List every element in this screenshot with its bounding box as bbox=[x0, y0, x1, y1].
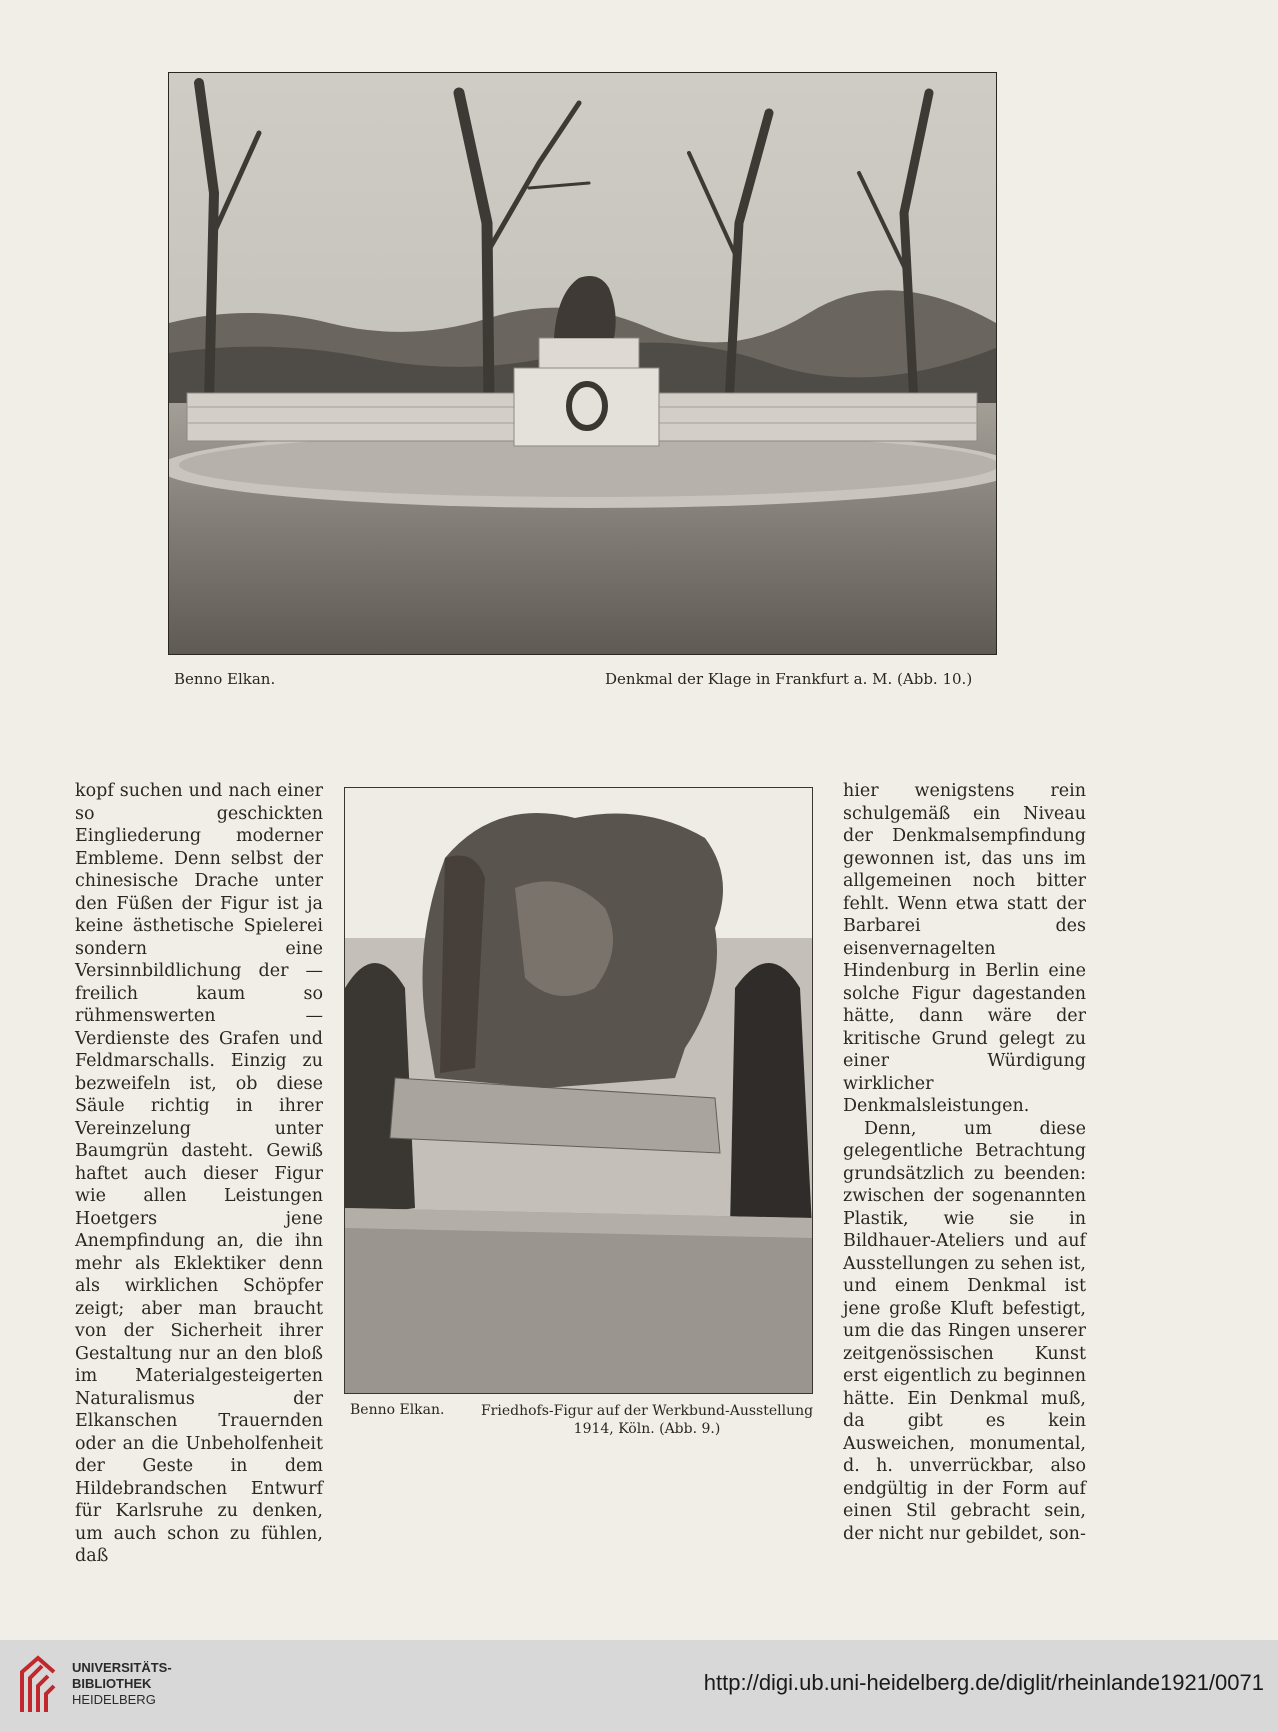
text-column-left bbox=[75, 780, 323, 1568]
library-name-line-1: UNIVERSITÄTS- bbox=[72, 1660, 172, 1675]
library-logo-icon[interactable] bbox=[14, 1652, 62, 1720]
right-paragraph-2: Denn, um diese gelegentliche Betrachtung grundsätzlich zu beenden: zwischen der sogenannten Plastik, wie sie in Bildhauer-Ateliers und auf Ausstellungen zu sehen ist, und einem Denkmal ist jene große Kluft befestigt, um die das Ringen unserer zeitgenössischen Kunst erst eigentlich zu beginnen hätte. Ein Denkmal muß, da gibt es kein Ausweichen, monumental, d. h. unverrückbar, also endgültig in der Form auf einen Stil gebracht sein, der nicht nur gebildet, son- bbox=[843, 1118, 1086, 1544]
library-name-line-3: HEIDELBERG bbox=[72, 1692, 156, 1707]
cemetery-figure-graphic bbox=[345, 788, 812, 1393]
library-footer bbox=[0, 1640, 1278, 1732]
middle-figure-caption: Friedhofs-Figur auf der Werkbund-Ausstellung 1914, Köln. (Abb. 9.) bbox=[480, 1403, 814, 1437]
left-paragraph: kopf suchen und nach einer so geschickten Eingliederung moderner Embleme. Denn selbst der chinesische Drache unter den Füßen der Figur ist ja keine ästhetische Spielerei sondern eine Versinnbildlichung der — freilich kaum so rühmenswerten — Verdienste des Grafen und Feldmarschalls. Einzig zu bezweifeln ist, ob diese Säule richtig in ihrer Vereinzelung unter Baumgrün dasteht. Gewiß haftet auch dieser Figur wie allen Leistungen Hoetgers jene Anempfindung an, die ihn mehr als Eklektiker denn als wirklichen Schöpfer zeigt; aber man braucht von der Sicherheit ihrer Gestaltung nur an den bloß im Materialgesteigerten Naturalismus der Elkanschen Trauernden oder an die Unbeholfenheit der Geste in dem Hildebrandschen Entwurf für Karlsruhe zu denken, um auch schon zu fühlen, daß bbox=[75, 781, 323, 1566]
memorial-photo-graphic bbox=[169, 73, 996, 654]
library-name[interactable] bbox=[72, 1660, 172, 1708]
top-figure-artist: Benno Elkan. bbox=[174, 670, 276, 688]
cemetery-figure-photo bbox=[344, 787, 813, 1394]
text-column-right bbox=[843, 780, 1086, 1545]
middle-figure-artist: Benno Elkan. bbox=[350, 1402, 445, 1418]
permalink-url[interactable]: http://digi.ub.uni-heidelberg.de/diglit/rheinlande1921/0071 bbox=[703, 1670, 1264, 1695]
memorial-photo bbox=[168, 72, 997, 655]
top-figure-caption: Denkmal der Klage in Frankfurt a. M. (Abb. 10.) bbox=[605, 670, 973, 688]
library-name-line-2: BIBLIOTHEK bbox=[72, 1676, 152, 1691]
right-paragraph-1: hier wenigstens rein schulgemäß ein Niveau der Denkmalsempfindung gewonnen ist, das uns im allgemeinen noch bitter fehlt. Wenn etwa statt der Barbarei des eisenvernagelten Hindenburg in Berlin eine solche Figur dagestanden hätte, dann wäre der kritische Grund gelegt zu einer Würdigung wirklicher Denkmalsleistungen. bbox=[843, 781, 1086, 1116]
